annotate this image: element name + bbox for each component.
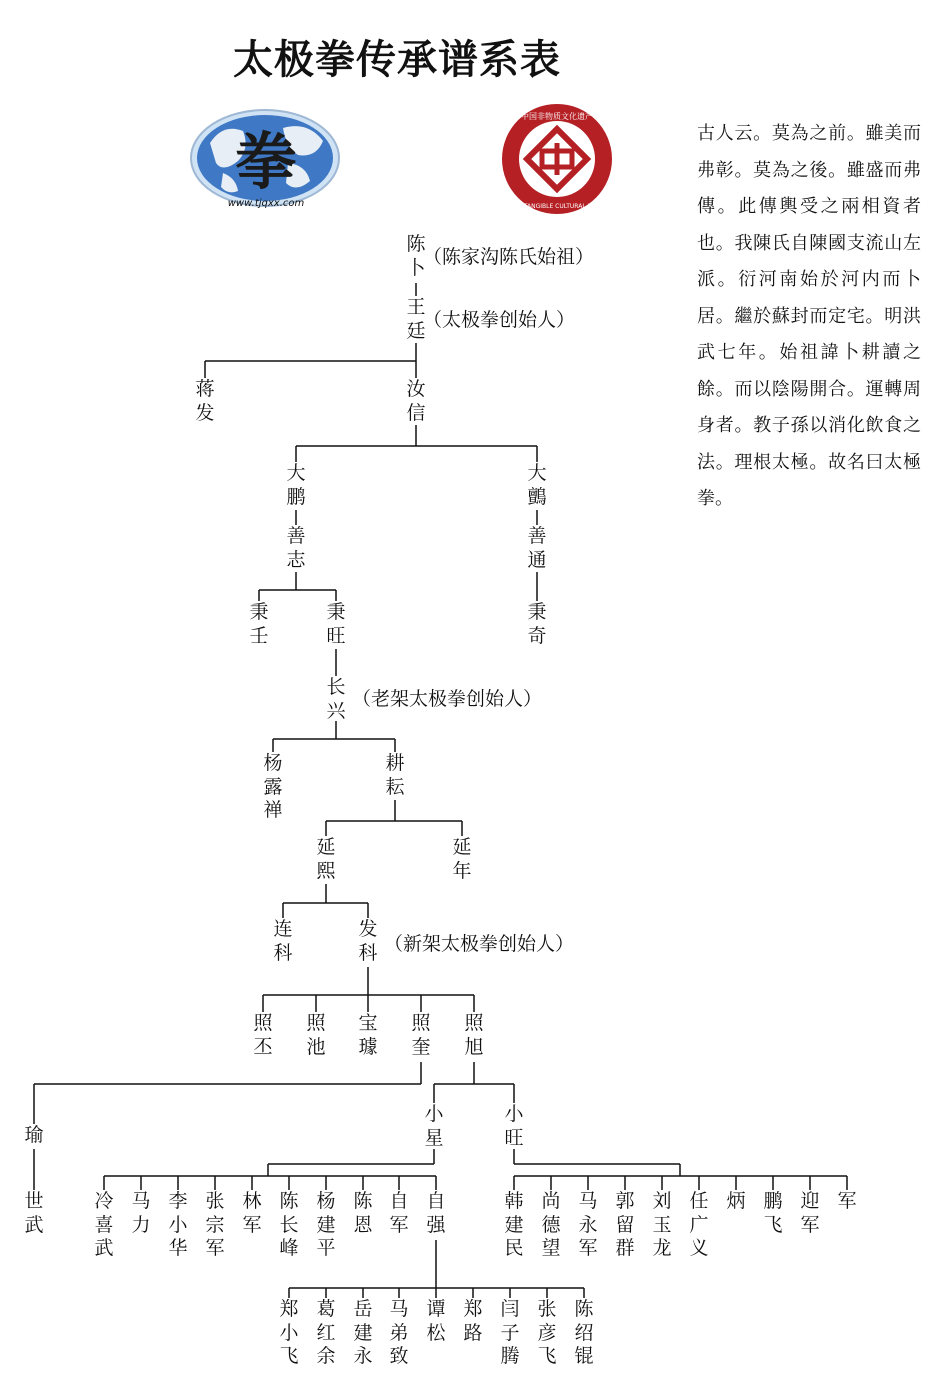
- node-peng-fei: 鹏 飞: [763, 1190, 783, 1236]
- node-zhao-pi: 照 丕: [253, 1012, 273, 1058]
- svg-text:拳: 拳: [234, 125, 298, 198]
- node-xiao-wang: 小 旺: [504, 1103, 524, 1149]
- node-yang-lu-chan: 杨 露 禅: [263, 752, 283, 821]
- node-ru-xin: 汝 信: [406, 378, 426, 424]
- node-yan-xi: 延 熙: [316, 836, 336, 882]
- svg-text:www.tjqxx.com: www.tjqxx.com: [227, 198, 305, 209]
- node-da-peng: 大 鹏: [286, 462, 306, 508]
- node-jiang-fa: 蒋 发: [195, 378, 215, 424]
- node-zhao-kui: 照 奎: [411, 1012, 431, 1058]
- node-yan-zi-teng: 闫 子 腾: [500, 1298, 520, 1367]
- node-jun: 军: [837, 1190, 857, 1212]
- node-shan-zhi: 善 志: [286, 525, 306, 571]
- node-ge-hong-yu: 葛 红 余: [316, 1298, 336, 1367]
- node-fa-ke: 发 科: [358, 918, 378, 964]
- node-da-zhan: 大 鸇: [527, 462, 547, 508]
- node-zhao-chi: 照 池: [306, 1012, 326, 1058]
- node-shan-tong: 善 通: [527, 525, 547, 571]
- node-tan-song: 谭 松: [426, 1298, 446, 1344]
- node-chen-shao-kun: 陈 绍 锟: [574, 1298, 594, 1367]
- note-new-frame-founder: （新架太极拳创始人）: [384, 933, 575, 955]
- node-ma-di-zhi: 马 弟 致: [389, 1298, 409, 1367]
- node-chang-xing: 长 兴: [326, 676, 346, 722]
- node-ma-li: 马 力: [131, 1190, 151, 1236]
- node-chen-en: 陈 恩: [353, 1190, 373, 1236]
- node-lian-ke: 连 科: [273, 918, 293, 964]
- node-chen-chang-feng: 陈 长 峰: [279, 1190, 299, 1259]
- history-quote: 古人云。莫為之前。雖美而弗彰。莫為之後。雖盛而弗傳。此傳輿受之兩相資者也。我陳氏自陳國支流山左派。衍河南始於河内而卜居。繼於蘇封而定宅。明洪武七年。始祖諱卜耕讀之餘。而以陰陽開合。運轉周身者。教子孫以消化飲食之法。理根太極。故名曰太極拳。: [697, 123, 921, 509]
- node-shang-de-wang: 尚 德 望: [541, 1190, 561, 1259]
- node-bing-qi: 秉 奇: [527, 601, 547, 647]
- node-li-xiao-hua: 李 小 华: [168, 1190, 188, 1259]
- node-leng-xi-wu: 冷 喜 武: [94, 1190, 114, 1259]
- node-wang-ting: 王 廷: [406, 296, 426, 342]
- node-yan-nian: 延 年: [452, 836, 472, 882]
- node-zhang-zong-jun: 张 宗 军: [205, 1190, 225, 1259]
- node-zhang-yan-fei: 张 彦 飞: [537, 1298, 557, 1367]
- node-chen-bu: 陈 卜: [406, 233, 426, 279]
- node-shi-wu: 世 武: [24, 1190, 44, 1236]
- node-ren-guang-yi: 任 广 义: [689, 1190, 709, 1259]
- node-zi-jun: 自 军: [389, 1190, 409, 1236]
- node-xiao-xing: 小 星: [424, 1103, 444, 1149]
- node-bao-qu: 宝 璩: [358, 1012, 378, 1058]
- svg-text:CHINA INTANGIBLE CULTURAL HERI: CHINA INTANGIBLE CULTURAL HERITAGE: [498, 203, 616, 210]
- node-bing-ren: 秉 壬: [249, 601, 269, 647]
- page-title: 太极拳传承谱系表: [233, 37, 561, 83]
- node-yu: 瑜: [24, 1124, 44, 1146]
- node-ma-yong-jun: 马 永 军: [578, 1190, 598, 1259]
- node-bing: 炳: [726, 1190, 746, 1212]
- node-zhao-xu: 照 旭: [464, 1012, 484, 1058]
- node-zheng-xiao-fei: 郑 小 飞: [279, 1298, 299, 1367]
- node-zheng-lu: 郑 路: [463, 1298, 483, 1344]
- node-bing-wang: 秉 旺: [326, 601, 346, 647]
- node-han-jian-min: 韩 建 民: [504, 1190, 524, 1259]
- note-chenjiagou-ancestor: （陈家沟陈氏始祖）: [423, 246, 595, 268]
- node-geng-yun: 耕 耘: [385, 752, 405, 798]
- node-yue-jian-yong: 岳 建 永: [353, 1298, 373, 1367]
- note-taiji-founder: （太极拳创始人）: [423, 309, 576, 331]
- node-lin-jun: 林 军: [242, 1190, 262, 1236]
- node-ying-jun: 迎 军: [800, 1190, 820, 1236]
- svg-text:中国非物质文化遗产: 中国非物质文化遗产: [521, 112, 593, 121]
- node-liu-yu-long: 刘 玉 龙: [652, 1190, 672, 1259]
- node-zi-qiang: 自 强: [426, 1190, 446, 1236]
- note-old-frame-founder: （老架太极拳创始人）: [352, 688, 543, 710]
- node-guo-liu-qun: 郭 留 群: [615, 1190, 635, 1259]
- node-yang-jian-ping: 杨 建 平: [316, 1190, 336, 1259]
